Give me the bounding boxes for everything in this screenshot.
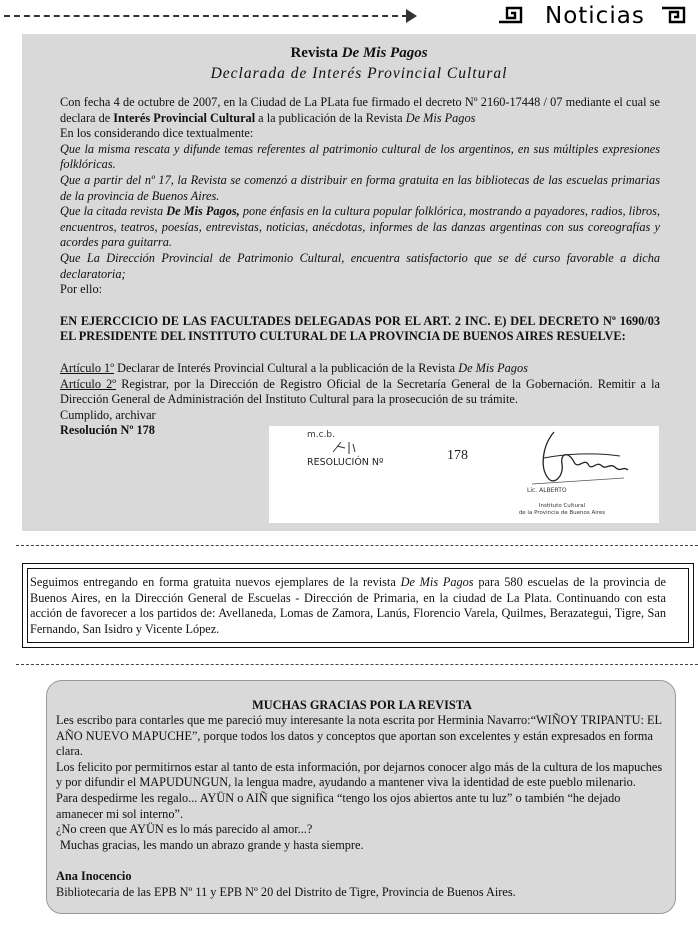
section-title: Noticias xyxy=(545,3,645,29)
article-1: Artículo 1º Declarar de Interés Provincial Cultural a la publicación de la Revista De Mis Pagos xyxy=(60,360,528,375)
stamp-number: 178 xyxy=(447,448,468,463)
letter-paragraph: Para despedirme les regalo... AYÜN o AIÑ que significa “tengo los ojos abiertos ante tu luz” o también “he dejado amanecer mi sol interno”. xyxy=(56,790,621,821)
considerando-4: Que La Dirección Provincial de Patrimonio Cultural, encuentra satisfactorio que se dé curso favorable a dicha declaratoria; xyxy=(60,250,660,281)
initials-scribble-icon xyxy=(331,438,361,458)
greek-key-right-icon xyxy=(660,6,686,24)
letter-signer: Ana Inocencio xyxy=(56,868,132,883)
notice-text: Seguimos entregando en forma gratuita nuevos ejemplares de la revista De Mis Pagos para 580 escuelas de la provincia de Buenos Aires, en la Dirección General de Escuelas - Dirección de Primaria, en la ciudad de La Plata. Continuando con esta acción de favorecer a los partidos de: Avellaneda, Lomas de Zamora, Lanús, Florencio Varela, Quilmes, Berazategui, Tigre, San Fernando, San Isidro y Vicente López. xyxy=(30,575,666,636)
article-subtitle: Declarada de Interés Provincial Cultural xyxy=(210,65,508,82)
divider xyxy=(16,664,698,665)
arrow-head-icon xyxy=(406,9,417,23)
letter-paragraph: Muchas gracias, les mando un abrazo grande y hasta siempre. xyxy=(60,837,364,852)
letter-title: MUCHAS GRACIAS POR LA REVISTA xyxy=(252,698,472,712)
dashed-arrow-line xyxy=(4,15,408,17)
considerando-2: Que a partir del nº 17, la Revista se comenzó a distribuir en forma gratuita en las bibliotecas de las escuelas primarias de la provincia de Buenos Aires. xyxy=(60,172,660,203)
letter-signer-role: Bibliotecaria de las EPB Nº 11 y EPB Nº 20 del Distrito de Tigre, Provincia de Buenos Aires. xyxy=(56,884,516,899)
signature-stamp xyxy=(269,426,659,523)
article-body xyxy=(60,95,660,439)
stamp-label: RESOLUCIÓN Nº xyxy=(307,457,384,468)
cumplido-line: Cumplido, archivar xyxy=(60,407,156,422)
stamp-signer: Lic. ALBERTO xyxy=(527,487,567,494)
divider xyxy=(16,545,698,546)
page-header xyxy=(0,0,698,32)
handwritten-signature-icon xyxy=(524,428,634,490)
considerando-3: Que la citada revista De Mis Pagos, pone énfasis en la cultura popular folklórica, mostrando a payadores, radios, libros, encuentros, teatros, poesías, entrevistas, noticias, anécdotas, informes de las danzas argentinas con sus coreografías y acordes para guitarra. xyxy=(60,204,660,250)
considerando-1: Que la misma rescata y difunde temas referentes al patrimonio cultural de los argentinos, en sus múltiples expresiones folklóricas. xyxy=(60,141,660,172)
letter-paragraph: Los felicito por permitirnos estar al tanto de esta información, por dejarnos conocer algo más de la cultura de los mapuches y por difundir el MAPUDUNGUN, la lengua madre, ayudando a mantener viva la identidad de este pueblo milenario. xyxy=(56,759,663,790)
stamp-initials: m.c.b. xyxy=(307,430,336,440)
reader-letter xyxy=(46,680,676,914)
resolution-number: Resolución Nº 178 xyxy=(60,423,155,438)
resuelve-paragraph: EN EJERCCICIO DE LAS FACULTADES DELEGADAS POR EL ART. 2 INC. E) DEL DECRETO Nº 1690/03 EL PRESIDENTE DEL INSTITUTO CULTURAL DE LA PROVINCIA DE BUENOS AIRES RESUELVE: xyxy=(60,313,660,344)
resolution-article xyxy=(22,34,696,531)
article-title: Revista De Mis Pagos xyxy=(290,45,428,61)
letter-paragraph: Les escribo para contarles que me pareció muy interesante la nota escrita por Herminia Navarro:“WIÑOY TRIPANTU: EL AÑO NUEVO MAPUCHE”, porque todos los datos y conceptos que aportan son excelentes y están expresados en forma clara. xyxy=(56,713,662,759)
article-2: Artículo 2º Registrar, por la Dirección de Registro Oficial de la Secretaría General de la Gobernación. Remitir a la Dirección General de Administración del Instituto Cultural para la prosecución de su trámite. xyxy=(60,376,660,407)
letter-body xyxy=(56,713,668,900)
stamp-institution: Instituto Cultural de la Provincia de Buenos Aires xyxy=(518,503,606,516)
por-ello: Por ello: xyxy=(60,282,103,297)
greek-key-left-icon xyxy=(497,6,523,24)
intro-paragraph: Con fecha 4 de octubre de 2007, en la Ciudad de La PLata fue firmado el decreto Nº 2160-17448 / 07 mediante el cual se declara de Interés Provincial Cultural a la publicación de la Revista De Mis Pagos xyxy=(60,95,660,125)
considerando-line: En los considerando dice textualmente: xyxy=(60,126,254,141)
letter-paragraph: ¿No creen que AYÜN es lo más parecido al amor...? xyxy=(56,822,313,837)
